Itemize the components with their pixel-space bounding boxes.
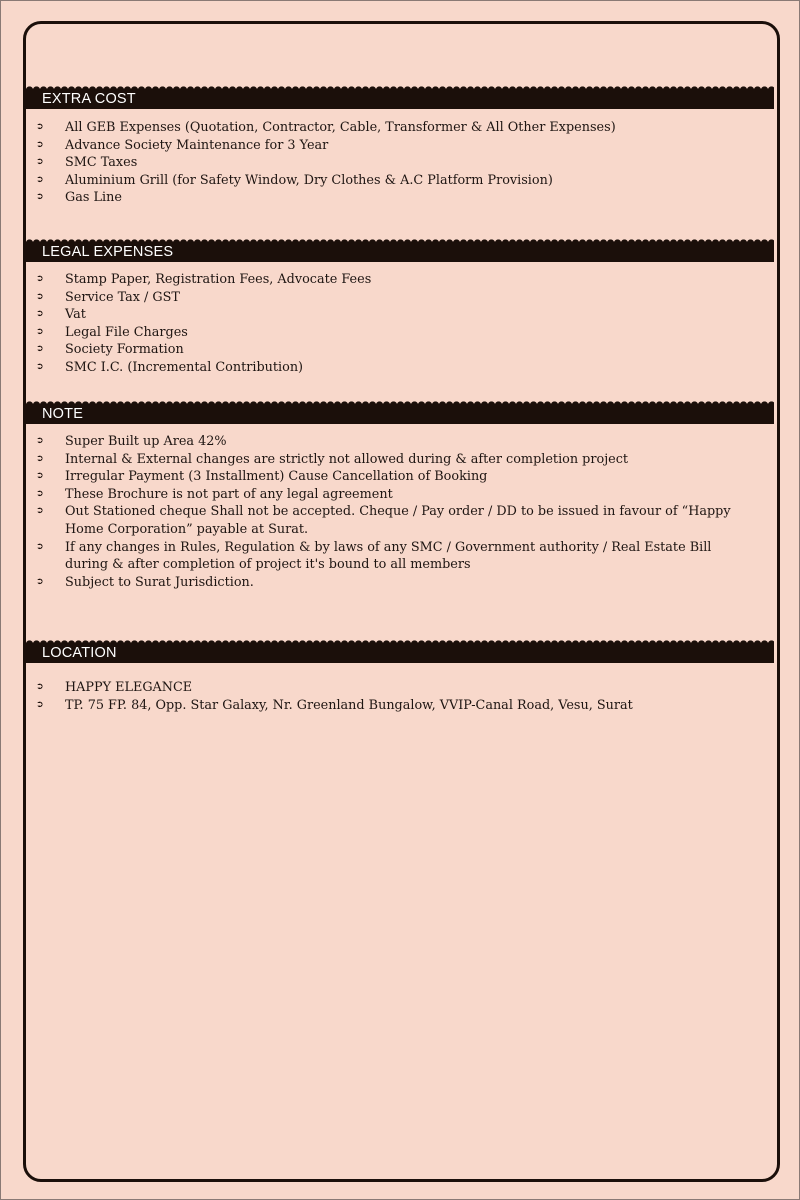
arrow-bullet-icon: ➲ bbox=[36, 453, 44, 464]
list-item-text: Vat bbox=[65, 307, 86, 323]
arrow-bullet-icon: ➲ bbox=[36, 682, 44, 692]
list-item-text: Out Stationed cheque Shall not be accepted. Cheque / Pay order / DD to be issued in favour of “Happy Home Corporation” payable at Surat. bbox=[65, 504, 731, 537]
list-item-text: Society Formation bbox=[65, 342, 184, 358]
list-item-text: HAPPY ELEGANCE bbox=[65, 680, 193, 695]
scalloped-edge bbox=[26, 398, 774, 405]
list-item bbox=[36, 119, 756, 137]
arrow-bullet-icon: ➲ bbox=[36, 309, 44, 320]
list-item bbox=[36, 503, 756, 538]
list-item bbox=[36, 697, 756, 715]
arrow-bullet-icon: ➲ bbox=[36, 274, 44, 284]
list-item bbox=[36, 189, 756, 207]
list-item-text: Service Tax / GST bbox=[65, 289, 180, 305]
list-item bbox=[36, 289, 756, 307]
location-list bbox=[36, 679, 756, 714]
list-item-text: SMC I.C. (Incremental Contribution) bbox=[65, 359, 304, 375]
arrow-bullet-icon: ➲ bbox=[36, 326, 44, 337]
note-title: NOTE bbox=[42, 406, 84, 422]
list-item bbox=[36, 306, 756, 324]
list-item-text: All GEB Expenses (Quotation, Contractor, Cable, Transformer & All Other Expenses) bbox=[65, 120, 616, 135]
list-item bbox=[36, 324, 756, 342]
list-item-text: If any changes in Rules, Regulation & by laws of any SMC / Government authority / Real Estate Bill during & after completion of project it's bound to all members bbox=[65, 539, 712, 573]
list-item-text: Internal & External changes are strictly not allowed during & after completion project bbox=[65, 451, 629, 467]
arrow-bullet-icon: ➲ bbox=[36, 488, 44, 499]
list-item-text: SMC Taxes bbox=[65, 155, 138, 171]
arrow-bullet-icon: ➲ bbox=[36, 139, 44, 150]
list-item-text: Subject to Surat Jurisdiction. bbox=[65, 574, 254, 590]
arrow-bullet-icon: ➲ bbox=[36, 471, 44, 482]
note-header bbox=[26, 404, 774, 424]
legal-expenses-title: LEGAL EXPENSES bbox=[42, 244, 174, 260]
list-item-text: Super Built up Area 42% bbox=[65, 434, 227, 449]
list-item-text: Irregular Payment (3 Installment) Cause Cancellation of Booking bbox=[65, 469, 488, 485]
arrow-bullet-icon: ➲ bbox=[36, 541, 44, 552]
arrow-bullet-icon: ➲ bbox=[36, 157, 44, 168]
list-item-text: Gas Line bbox=[65, 190, 122, 206]
arrow-bullet-icon: ➲ bbox=[36, 506, 44, 517]
arrow-bullet-icon: ➲ bbox=[36, 361, 44, 372]
scalloped-edge bbox=[26, 637, 774, 644]
arrow-bullet-icon: ➲ bbox=[36, 576, 44, 587]
list-item-text: TP. 75 FP. 84, Opp. Star Galaxy, Nr. Greenland Bungalow, VVIP-Canal Road, Vesu, Surat bbox=[65, 697, 633, 713]
list-item bbox=[36, 679, 756, 697]
list-item bbox=[36, 486, 756, 504]
arrow-bullet-icon: ➲ bbox=[36, 192, 44, 203]
arrow-bullet-icon: ➲ bbox=[36, 122, 44, 132]
list-item bbox=[36, 359, 756, 377]
arrow-bullet-icon: ➲ bbox=[36, 699, 44, 710]
legal-expenses-list bbox=[36, 271, 756, 377]
extra-cost-title: EXTRA COST bbox=[42, 91, 136, 107]
extra-cost-header bbox=[26, 89, 774, 109]
list-item bbox=[36, 137, 756, 155]
list-item bbox=[36, 172, 756, 190]
scalloped-edge bbox=[26, 236, 774, 243]
list-item-text: Advance Society Maintenance for 3 Year bbox=[65, 137, 329, 153]
list-item-text: Legal File Charges bbox=[65, 324, 188, 340]
note-list bbox=[36, 433, 756, 591]
location-title: LOCATION bbox=[42, 645, 117, 661]
list-item bbox=[36, 451, 756, 469]
list-item bbox=[36, 539, 756, 574]
legal-expenses-header bbox=[26, 242, 774, 262]
list-item bbox=[36, 468, 756, 486]
arrow-bullet-icon: ➲ bbox=[36, 174, 44, 185]
list-item bbox=[36, 271, 756, 289]
location-header bbox=[26, 643, 774, 663]
list-item bbox=[36, 574, 756, 592]
list-item-text: Aluminium Grill (for Safety Window, Dry Clothes & A.C Platform Provision) bbox=[65, 172, 553, 188]
extra-cost-list bbox=[36, 119, 756, 207]
scalloped-edge bbox=[26, 83, 774, 90]
arrow-bullet-icon: ➲ bbox=[36, 436, 44, 446]
list-item-text: These Brochure is not part of any legal agreement bbox=[65, 486, 393, 502]
list-item bbox=[36, 341, 756, 359]
arrow-bullet-icon: ➲ bbox=[36, 344, 44, 355]
list-item-text: Stamp Paper, Registration Fees, Advocate Fees bbox=[65, 272, 372, 287]
list-item bbox=[36, 433, 756, 451]
list-item bbox=[36, 154, 756, 172]
arrow-bullet-icon: ➲ bbox=[36, 291, 44, 302]
